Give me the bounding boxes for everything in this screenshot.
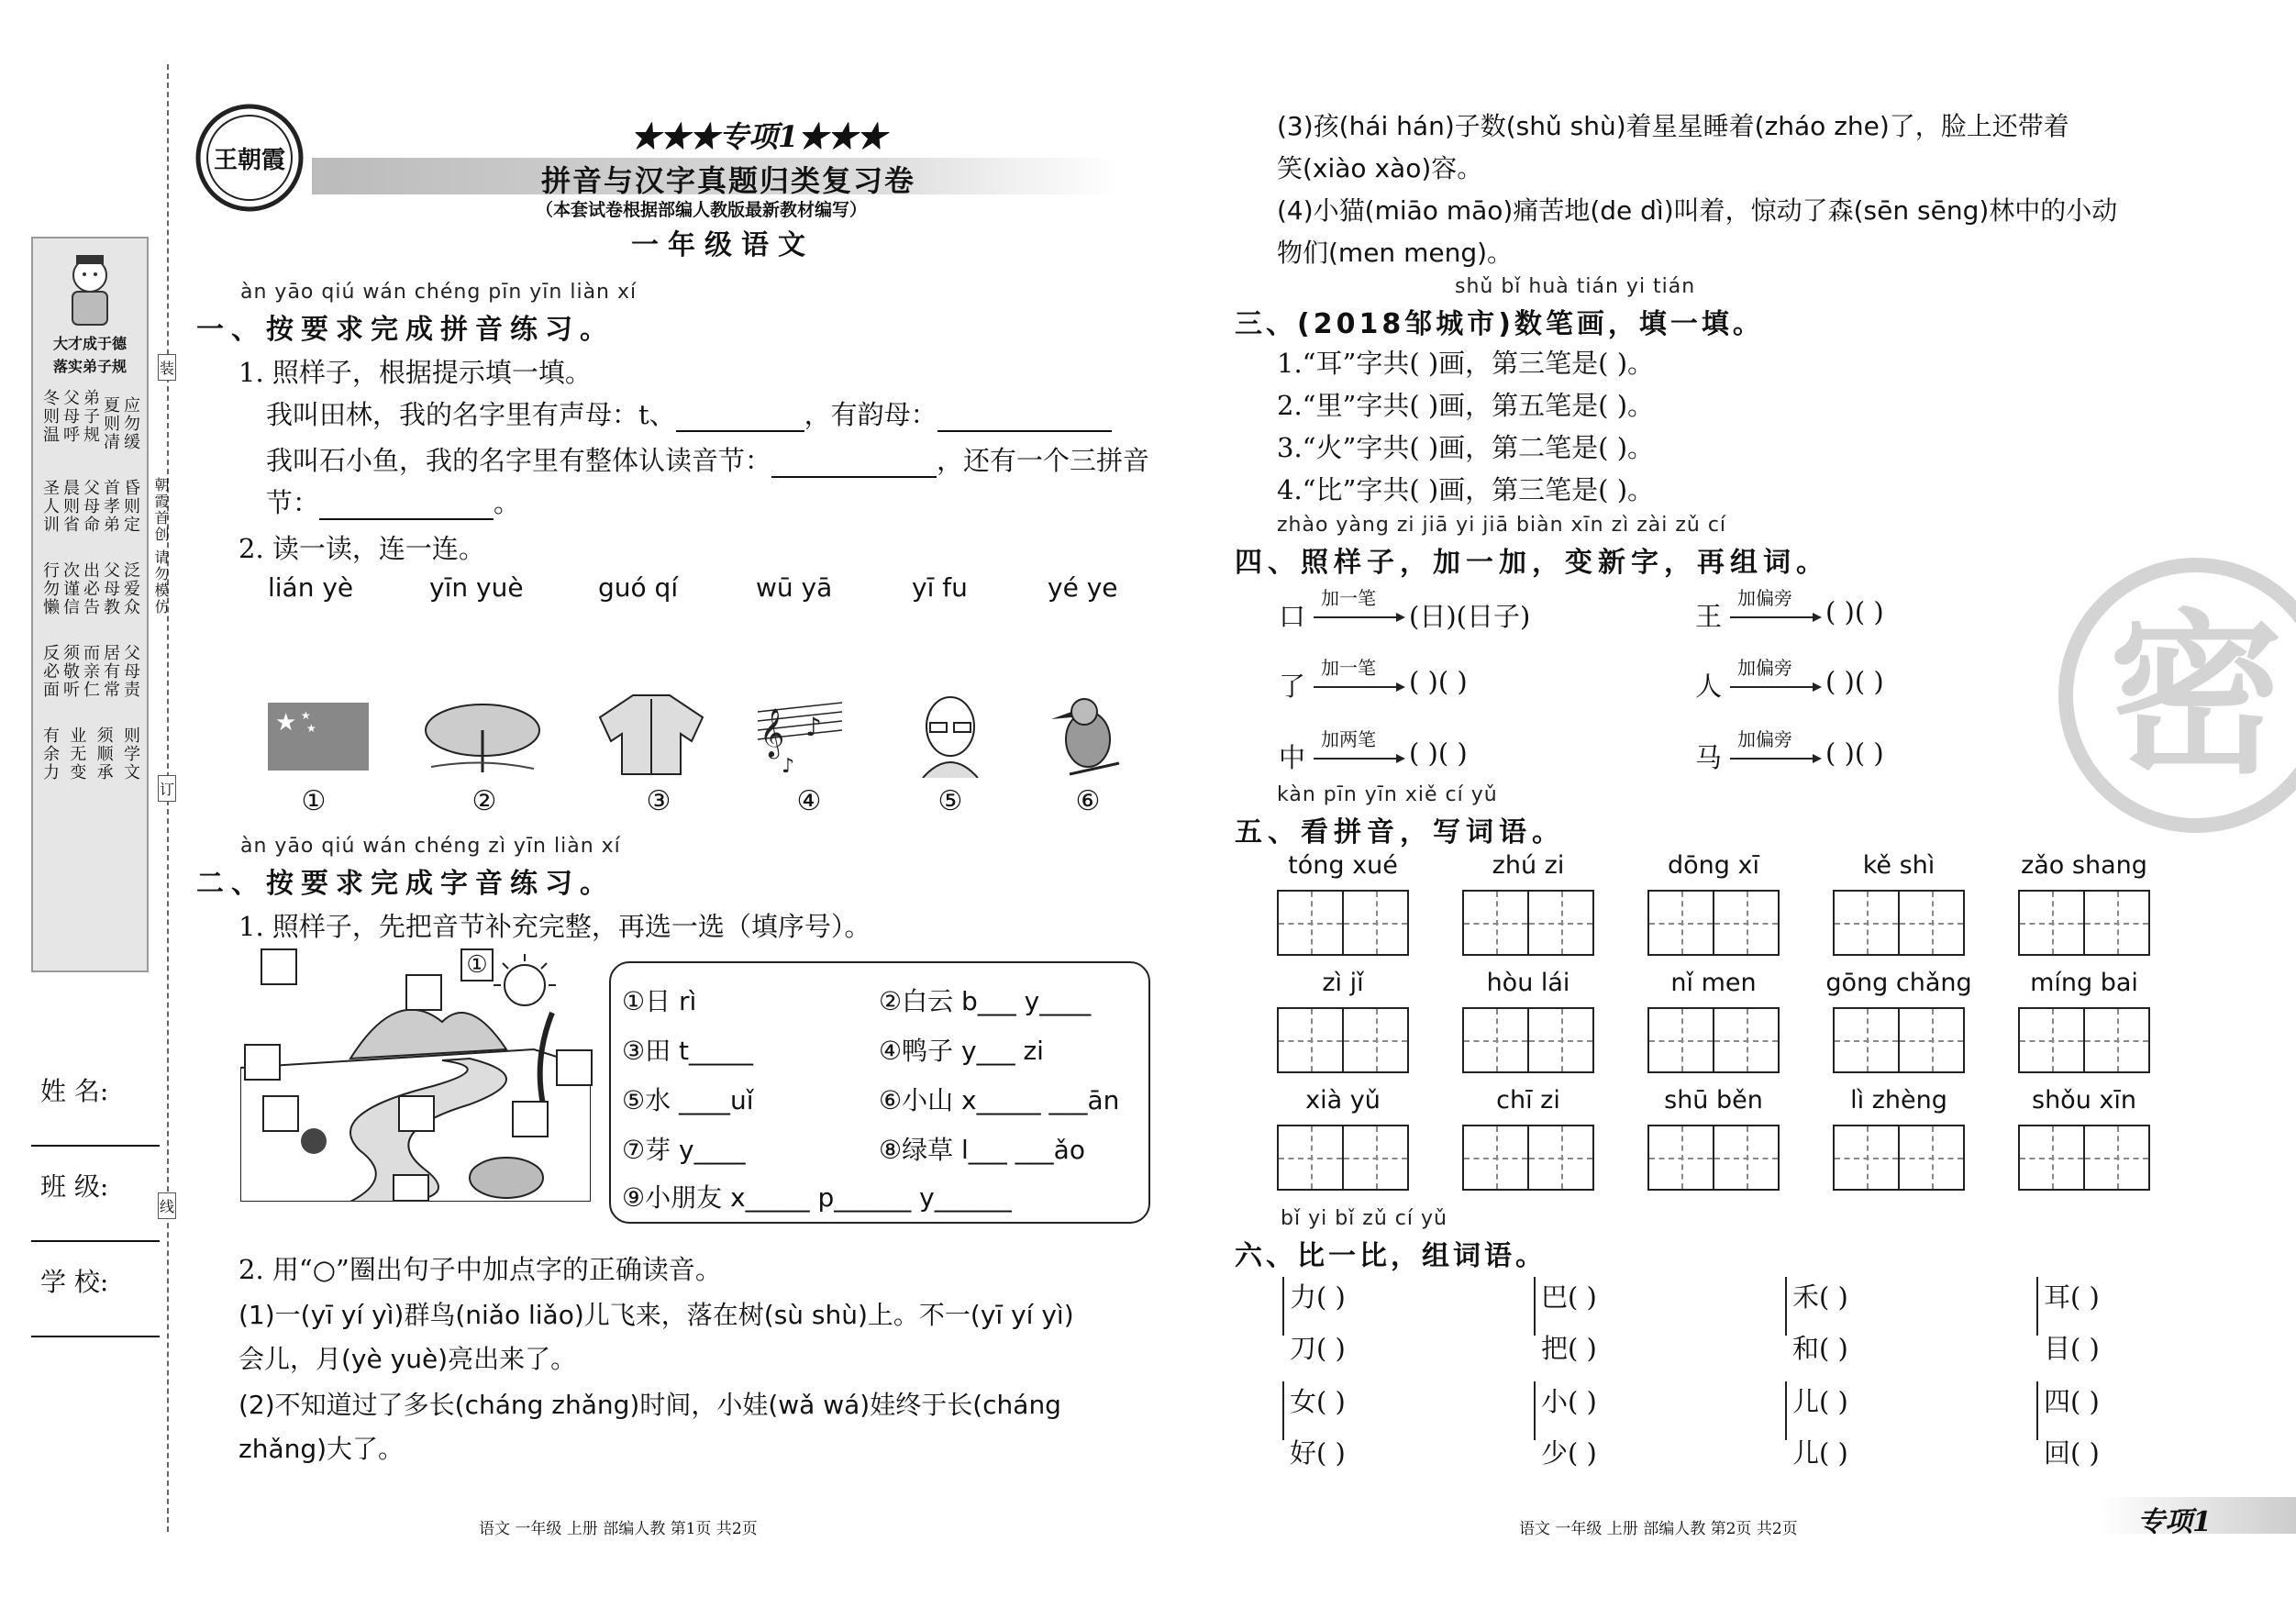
base-char: 王 bbox=[1695, 601, 1723, 632]
rt-p3b[interactable]: 笑(xiào xào)容。 bbox=[1277, 153, 1483, 183]
word-pinyin: gōng chǎng bbox=[1825, 969, 1972, 997]
bracket-line bbox=[1785, 1277, 1787, 1336]
rt-p4b[interactable]: 物们(men meng)。 bbox=[1277, 238, 1514, 268]
pic-num-3: ③ bbox=[646, 785, 671, 817]
writing-grid[interactable] bbox=[1462, 1007, 1594, 1073]
lotus-leaf-icon bbox=[418, 693, 547, 776]
pinyin-word-3[interactable]: guó qí bbox=[598, 572, 679, 603]
option-5: ⑤水 ____uǐ bbox=[622, 1085, 754, 1115]
op-label: 加偏旁 bbox=[1737, 587, 1792, 609]
verse: 弟子规 bbox=[81, 389, 100, 444]
compare-item[interactable]: 好( ) bbox=[1290, 1437, 1346, 1469]
s1-q1a-text: 我叫田林，我的名字里有声母：t、 bbox=[266, 399, 676, 430]
watermark-text: 密 bbox=[2108, 594, 2283, 797]
bracket-line bbox=[1282, 1381, 1284, 1440]
word-pinyin: zǎo shang bbox=[2021, 851, 2147, 880]
landscape-picture bbox=[240, 948, 591, 1202]
option-2: ②白云 b___ y____ bbox=[879, 986, 1092, 1016]
pinyin-word-4[interactable]: wū yā bbox=[756, 572, 833, 603]
compare-item[interactable]: 女( ) bbox=[1290, 1386, 1346, 1417]
sidebar-motto-2: 落实弟子规 bbox=[52, 358, 127, 375]
s1-q1b bbox=[266, 440, 1149, 478]
crow-picture[interactable] bbox=[1042, 690, 1134, 782]
secret-watermark bbox=[2058, 558, 2296, 833]
arrow-icon bbox=[1730, 752, 1822, 765]
compare-item[interactable]: 回( ) bbox=[2044, 1437, 2100, 1469]
writing-grid[interactable] bbox=[1647, 1125, 1780, 1191]
grandpa-picture[interactable] bbox=[904, 690, 996, 778]
svg-text:★: ★ bbox=[275, 709, 297, 737]
sidebar-motto-1: 大才成于德 bbox=[52, 335, 127, 352]
s2-pinyin: àn yāo qiú wán chéng zì yīn liàn xí bbox=[240, 835, 621, 858]
s2-q2: 2. 用“○”圈出句子中加点字的正确读音。 bbox=[238, 1254, 722, 1285]
header-badge: ★★★专项1★★★ bbox=[631, 119, 887, 154]
bracket-line bbox=[1534, 1277, 1536, 1336]
writing-grid[interactable] bbox=[1277, 890, 1409, 956]
option-7: ⑦芽 y____ bbox=[622, 1135, 746, 1165]
verse: 有余力 bbox=[40, 726, 60, 782]
verse: 须顺承 bbox=[94, 726, 114, 782]
verse: 夏则凊 bbox=[101, 396, 120, 451]
s1-q1a-mid: ，有韵母： bbox=[804, 399, 937, 430]
grandpa-icon bbox=[904, 690, 996, 778]
writing-grid[interactable] bbox=[1647, 890, 1780, 956]
paper-grade: 一年级语文 bbox=[631, 229, 815, 261]
s2-title: 二、按要求完成字音练习。 bbox=[196, 868, 615, 900]
s1-q1c bbox=[266, 482, 520, 520]
rt-p4[interactable]: (4)小猫(miāo māo)痛苦地(de dì)叫着，惊动了森(sēn sēng)林中的小动 bbox=[1277, 195, 2118, 226]
answer[interactable]: (日)(日子) bbox=[1409, 601, 1531, 632]
compare-item[interactable]: 耳( ) bbox=[2044, 1281, 2100, 1313]
s2-p2[interactable]: (2)不知道过了多长(cháng zhǎng)时间，小娃(wǎ wá)娃终于长(cháng bbox=[238, 1390, 1061, 1420]
compare-item[interactable]: 刀( ) bbox=[1290, 1333, 1346, 1364]
name-field[interactable] bbox=[31, 1145, 160, 1147]
binding-mark-2: 订 bbox=[158, 775, 176, 802]
jacket-icon bbox=[596, 690, 706, 778]
s2-p1[interactable]: (1)一(yī yí yì)群鸟(niǎo liǎo)儿飞来，落在树(sù shù)上。不一(yī yí yì) bbox=[238, 1300, 1074, 1330]
bracket-line bbox=[1282, 1277, 1284, 1336]
s1-q1b-end: 。 bbox=[494, 487, 521, 518]
s3-item-3[interactable]: 3.“火”字共( )画，第二笔是( )。 bbox=[1277, 432, 1655, 463]
pic-num-4: ④ bbox=[796, 785, 822, 817]
bracket-line bbox=[2036, 1277, 2038, 1336]
svg-text:♪: ♪ bbox=[805, 712, 822, 742]
answer-box[interactable] bbox=[556, 1049, 593, 1086]
op-label: 加偏旁 bbox=[1737, 657, 1792, 679]
verse: 晨则省 bbox=[61, 479, 80, 534]
pinyin-word-1[interactable]: lián yè bbox=[268, 572, 354, 603]
verse: 首孝弟 bbox=[101, 479, 120, 534]
binding-mark-1: 装 bbox=[158, 354, 176, 381]
arrow-icon bbox=[1314, 611, 1405, 624]
s4-row-right-2 bbox=[1695, 657, 2062, 706]
arrow-icon bbox=[1730, 611, 1822, 624]
word-pinyin: zì jǐ bbox=[1322, 969, 1364, 997]
s3-title: 三、(2018邹城市)数笔画，填一填。 bbox=[1235, 308, 1764, 340]
initials-blank[interactable] bbox=[676, 405, 804, 432]
verse: 次谨信 bbox=[61, 561, 80, 616]
verse: 反必面 bbox=[40, 644, 60, 699]
base-char: 中 bbox=[1279, 742, 1306, 773]
sample-box bbox=[460, 948, 494, 981]
crow-icon bbox=[1042, 690, 1134, 782]
writing-grid[interactable] bbox=[1462, 1125, 1594, 1191]
verse: 圣人训 bbox=[40, 479, 60, 534]
compare-item[interactable]: 把( ) bbox=[1541, 1333, 1597, 1364]
option-1: ①日 rì bbox=[622, 986, 697, 1016]
jacket-picture[interactable] bbox=[596, 690, 706, 778]
pinyin-word-6[interactable]: yé ye bbox=[1048, 572, 1118, 603]
verse: 业无变 bbox=[67, 726, 87, 782]
triple-syllable-blank[interactable] bbox=[319, 493, 494, 520]
paper-subtitle: （本套试卷根据部编人教版最新教材编写） bbox=[536, 200, 868, 220]
op-label: 加一笔 bbox=[1321, 587, 1376, 609]
compare-item[interactable]: 目( ) bbox=[2044, 1333, 2100, 1364]
answer-box[interactable] bbox=[512, 1101, 549, 1137]
flag-picture[interactable] bbox=[268, 703, 369, 771]
verse: 冬则温 bbox=[40, 389, 60, 444]
music-picture[interactable] bbox=[754, 693, 846, 776]
answer-box[interactable] bbox=[393, 1174, 429, 1202]
school-label: 学 校: bbox=[40, 1267, 109, 1297]
writing-grid[interactable] bbox=[2018, 890, 2150, 956]
verse: 则学文 bbox=[120, 726, 140, 782]
s2-p1b[interactable]: 会儿，月(yè yuè)亮出来了。 bbox=[238, 1344, 577, 1374]
op-label: 加偏旁 bbox=[1737, 728, 1792, 750]
writing-grid[interactable] bbox=[2018, 1125, 2150, 1191]
compare-item[interactable]: 儿( ) bbox=[1792, 1437, 1848, 1469]
sample-num: ① bbox=[466, 951, 488, 979]
word-pinyin: nǐ men bbox=[1670, 969, 1757, 997]
logo-text: 王朝霞 bbox=[213, 147, 285, 174]
writing-grid[interactable] bbox=[1277, 1125, 1409, 1191]
word-pinyin: lì zhèng bbox=[1850, 1086, 1947, 1115]
writing-grid[interactable] bbox=[1647, 1007, 1780, 1073]
s2-p2b[interactable]: zhǎng)大了。 bbox=[238, 1434, 405, 1464]
finals-blank[interactable] bbox=[937, 405, 1112, 432]
class-field[interactable] bbox=[31, 1240, 160, 1242]
writing-grid[interactable] bbox=[1833, 1125, 1965, 1191]
writing-grid[interactable] bbox=[1833, 890, 1965, 956]
s3-item-1[interactable]: 1.“耳”字共( )画，第三笔是( )。 bbox=[1277, 348, 1655, 379]
verse: 父母呼 bbox=[61, 389, 80, 444]
s3-pinyin: shǔ bǐ huà tián yi tián bbox=[1455, 275, 1696, 298]
verse: 应勿缓 bbox=[121, 396, 140, 451]
rt-p3[interactable]: (3)孩(hái hán)子数(shǔ shù)着星星睡着(zháo zhe)了，脸上还带着 bbox=[1277, 111, 2069, 141]
class-label: 班 级: bbox=[40, 1171, 109, 1202]
compare-item[interactable]: 和( ) bbox=[1792, 1333, 1848, 1364]
bracket-line bbox=[2036, 1381, 2038, 1440]
s1-q1: 1. 照样子，根据提示填一填。 bbox=[238, 357, 592, 388]
verse: 居有常 bbox=[101, 644, 120, 699]
sidebar-panel bbox=[31, 237, 149, 972]
logo bbox=[194, 103, 305, 213]
school-field[interactable] bbox=[31, 1336, 160, 1337]
name-label: 姓 名: bbox=[40, 1076, 109, 1106]
option-3: ③田 t_____ bbox=[622, 1036, 753, 1066]
svg-text:♪: ♪ bbox=[782, 755, 795, 776]
s4-pinyin: zhào yàng zi jiā yi jiā biàn xīn zì zài zǔ cí bbox=[1277, 514, 1727, 537]
pinyin-word-2[interactable]: yīn yuè bbox=[429, 572, 524, 603]
s6-title: 六、比一比，组词语。 bbox=[1235, 1240, 1547, 1272]
verse: 而亲仁 bbox=[81, 644, 100, 699]
option-6: ⑥小山 x_____ ___ān bbox=[879, 1085, 1120, 1115]
verse: 行勿懒 bbox=[40, 561, 60, 616]
verse: 泛爱众 bbox=[121, 561, 140, 616]
verse: 昏则定 bbox=[121, 479, 140, 534]
verse: 父母责 bbox=[121, 644, 140, 699]
base-char: 口 bbox=[1279, 601, 1306, 632]
badge-text: 专项1 bbox=[719, 119, 799, 154]
svg-text:★: ★ bbox=[301, 709, 311, 722]
bracket-line bbox=[1534, 1381, 1536, 1440]
s4-row-right-1 bbox=[1695, 587, 2062, 637]
base-char: 人 bbox=[1695, 671, 1723, 702]
word-pinyin: xià yǔ bbox=[1305, 1086, 1381, 1115]
writing-grid[interactable] bbox=[1462, 890, 1594, 956]
compare-item[interactable]: 四( ) bbox=[2044, 1386, 2100, 1417]
svg-text:𝄞: 𝄞 bbox=[760, 707, 785, 757]
arrow-icon bbox=[1314, 752, 1405, 765]
pic-num-6: ⑥ bbox=[1075, 785, 1101, 817]
compare-item[interactable]: 力( ) bbox=[1290, 1281, 1346, 1313]
option-9: ⑨小朋友 x_____ p______ y______ bbox=[622, 1182, 1012, 1213]
footer-badge: 专项1 bbox=[2137, 1506, 2212, 1538]
compare-item[interactable]: 巴( ) bbox=[1541, 1281, 1597, 1313]
lotus-leaf-picture[interactable] bbox=[418, 693, 547, 776]
footer-left: 语文 一年级 上册 部编人教 第1页 共2页 bbox=[479, 1520, 758, 1538]
compare-item[interactable]: 少( ) bbox=[1541, 1437, 1597, 1469]
s3-item-2[interactable]: 2.“里”字共( )画，第五笔是( )。 bbox=[1277, 390, 1655, 421]
answer-box[interactable] bbox=[244, 1044, 281, 1081]
writing-grid[interactable] bbox=[1277, 1007, 1409, 1073]
option-4: ④鸭子 y___ zi bbox=[879, 1036, 1044, 1066]
binding-notice: 朝霞首创 请勿模仿 bbox=[152, 477, 170, 616]
footer-right: 语文 一年级 上册 部编人教 第2页 共2页 bbox=[1519, 1520, 1798, 1538]
s1-q2: 2. 读一读，连一连。 bbox=[238, 533, 485, 564]
op-label: 加两笔 bbox=[1321, 728, 1376, 750]
answer[interactable]: ( )( ) bbox=[1825, 738, 1884, 769]
s1-q1b-text: 我叫石小鱼，我的名字里有整体认读音节： bbox=[266, 445, 772, 476]
word-pinyin: chī zi bbox=[1496, 1086, 1560, 1115]
word-pinyin: hòu lái bbox=[1486, 969, 1570, 997]
s5-pinyin: kàn pīn yīn xiě cí yǔ bbox=[1277, 783, 1498, 806]
pic-num-1: ① bbox=[301, 785, 327, 817]
word-pinyin: zhú zi bbox=[1492, 851, 1565, 880]
s6-pinyin: bǐ yi bǐ zǔ cí yǔ bbox=[1281, 1207, 1447, 1230]
s4-title: 四、照样子，加一加，变新字，再组词。 bbox=[1235, 547, 1829, 579]
answer[interactable]: ( )( ) bbox=[1409, 666, 1468, 697]
s1-title: 一、按要求完成拼音练习。 bbox=[196, 314, 615, 346]
sidebar-verses bbox=[39, 389, 140, 802]
word-pinyin: shǒu xīn bbox=[2032, 1086, 2136, 1115]
paper-title: 拼音与汉字真题归类复习卷 bbox=[541, 163, 916, 198]
arrow-icon bbox=[1314, 681, 1405, 693]
answer-box[interactable] bbox=[262, 1095, 299, 1132]
pinyin-word-5[interactable]: yī fu bbox=[912, 572, 968, 603]
base-char: 了 bbox=[1279, 671, 1306, 702]
music-notes-icon bbox=[754, 693, 846, 776]
pic-num-5: ⑤ bbox=[937, 785, 963, 817]
word-pinyin: tóng xué bbox=[1288, 851, 1398, 880]
answer[interactable]: ( )( ) bbox=[1825, 596, 1884, 627]
base-char: 马 bbox=[1695, 742, 1723, 773]
binding-mark-3: 线 bbox=[158, 1192, 176, 1219]
syllable-blank[interactable] bbox=[771, 450, 937, 478]
s1-q1a bbox=[266, 394, 1112, 432]
verse: 出必告 bbox=[81, 561, 100, 616]
answer[interactable]: ( )( ) bbox=[1825, 666, 1884, 697]
op-label: 加一笔 bbox=[1321, 657, 1376, 679]
pic-num-2: ② bbox=[471, 785, 497, 817]
compare-item[interactable]: 儿( ) bbox=[1792, 1386, 1848, 1417]
verse: 须敬听 bbox=[61, 644, 80, 699]
word-pinyin: dōng xī bbox=[1668, 851, 1759, 880]
answer-box[interactable] bbox=[398, 1095, 435, 1132]
s5-title: 五、看拼音，写词语。 bbox=[1235, 816, 1565, 848]
answer[interactable]: ( )( ) bbox=[1409, 738, 1468, 769]
s1-pinyin: àn yāo qiú wán chéng pīn yīn liàn xí bbox=[240, 281, 638, 304]
option-8: ⑧绿草 l___ ___ǎo bbox=[879, 1135, 1085, 1165]
sidebar-mascot bbox=[60, 251, 120, 328]
bracket-line bbox=[1785, 1381, 1787, 1440]
s2-q1: 1. 照样子，先把音节补充完整，再选一选（填序号）。 bbox=[238, 911, 871, 942]
answer-box[interactable] bbox=[405, 974, 442, 1011]
s3-item-4[interactable]: 4.“比”字共( )画，第三笔是( )。 bbox=[1277, 474, 1655, 505]
svg-text:★: ★ bbox=[306, 722, 316, 735]
verse: 父母命 bbox=[81, 479, 100, 534]
compare-item[interactable]: 小( ) bbox=[1541, 1386, 1597, 1417]
scholar-icon bbox=[60, 251, 120, 328]
s1-q1b-mid: ，还有一个三拼音 bbox=[937, 445, 1150, 476]
compare-item[interactable]: 禾( ) bbox=[1792, 1281, 1848, 1313]
verse: 父母教 bbox=[101, 561, 120, 616]
writing-grid[interactable] bbox=[2018, 1007, 2150, 1073]
arrow-icon bbox=[1730, 681, 1822, 693]
writing-grid[interactable] bbox=[1833, 1007, 1965, 1073]
word-pinyin: míng bai bbox=[2030, 969, 2138, 997]
flag-icon bbox=[268, 703, 369, 771]
word-pinyin: shū běn bbox=[1664, 1086, 1763, 1115]
s1-q1b-end-pre: 节： bbox=[266, 487, 320, 518]
answer-box[interactable] bbox=[261, 948, 297, 985]
word-pinyin: kě shì bbox=[1862, 851, 1936, 880]
s4-row-right-3 bbox=[1695, 728, 2062, 778]
